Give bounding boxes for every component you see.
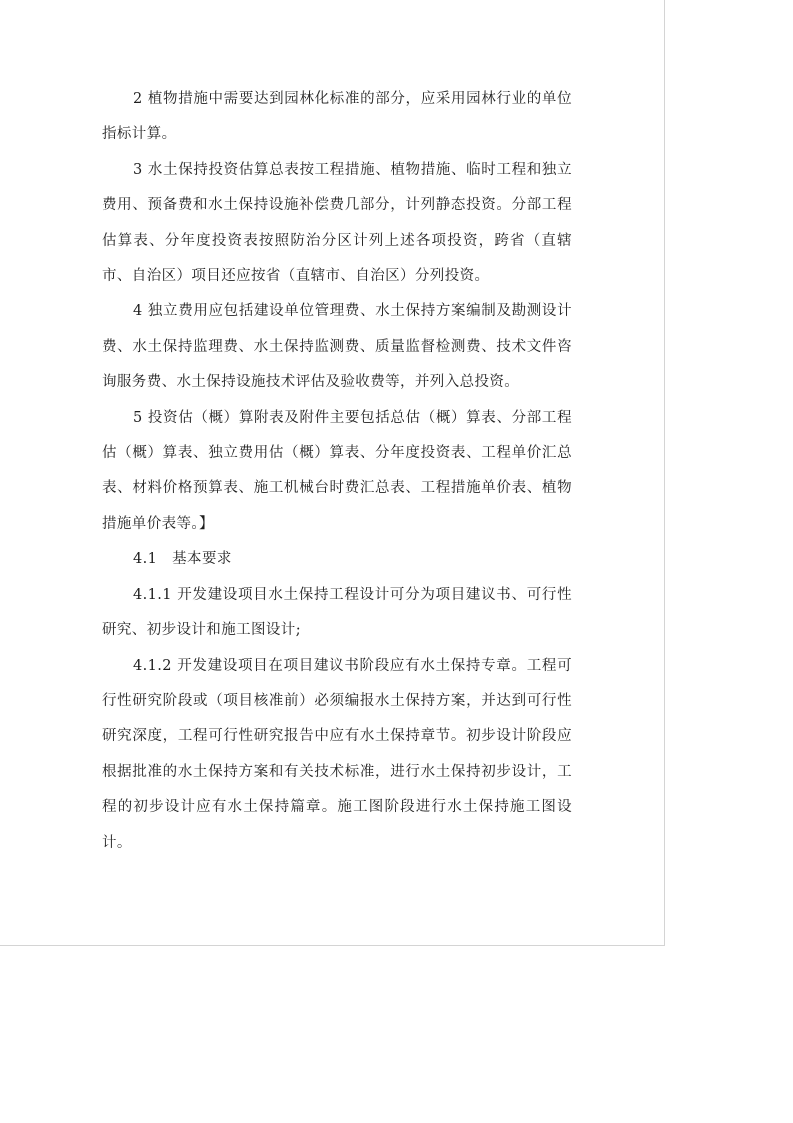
paragraph-item-5-attachments: 5 投资估（概）算附表及附件主要包括总估（概）算表、分部工程估（概）算表、独立费用估（概）算表、分年度投资表、工程单价汇总表、材料价格预算表、施工机械台时费汇总表、工程措施单价表、植物措施单价表等。】 bbox=[102, 409, 572, 532]
paragraph-4-1-2: 4.1.2 开发建设项目在项目建议书阶段应有水土保持专章。工程可行性研究阶段或（项目核准前）必须编报水土保持方案，并达到可行性研究深度，工程可行性研究报告中应有水土保持章节。初步设计阶段应根据批准的水土保持方案和有关技术标准，进行水土保持初步设计，工程的初步设计应有水土保持篇章。施工图阶段进行水土保持施工图设计。 bbox=[102, 657, 572, 851]
document-body bbox=[102, 82, 572, 861]
paragraph-item-4-independent-costs: 4 独立费用应包括建设单位管理费、水土保持方案编制及勘测设计费、水土保持监理费、水土保持监测费、质量监督检测费、技术文件咨询服务费、水土保持设施技术评估及验收费等，并列入总投资。 bbox=[102, 303, 572, 391]
section-heading-4-1: 4.1 基本要求 bbox=[133, 551, 232, 568]
paragraph-item-2-plant-measures: 2 植物措施中需要达到园林化标准的部分，应采用园林行业的单位指标计算。 bbox=[102, 91, 572, 143]
paragraph-4-1-1: 4.1.1 开发建设项目水土保持工程设计可分为项目建议书、可行性研究、初步设计和施工图设计; bbox=[102, 586, 572, 639]
paragraph-item-3-investment-summary: 3 水土保持投资估算总表按工程措施、植物措施、临时工程和独立费用、预备费和水土保持设施补偿费几部分，计列静态投资。分部工程估算表、分年度投资表按照防治分区计列上述各项投资，跨省（直辖市、自治区）项目还应按省（直辖市、自治区）分列投资。 bbox=[102, 161, 572, 285]
